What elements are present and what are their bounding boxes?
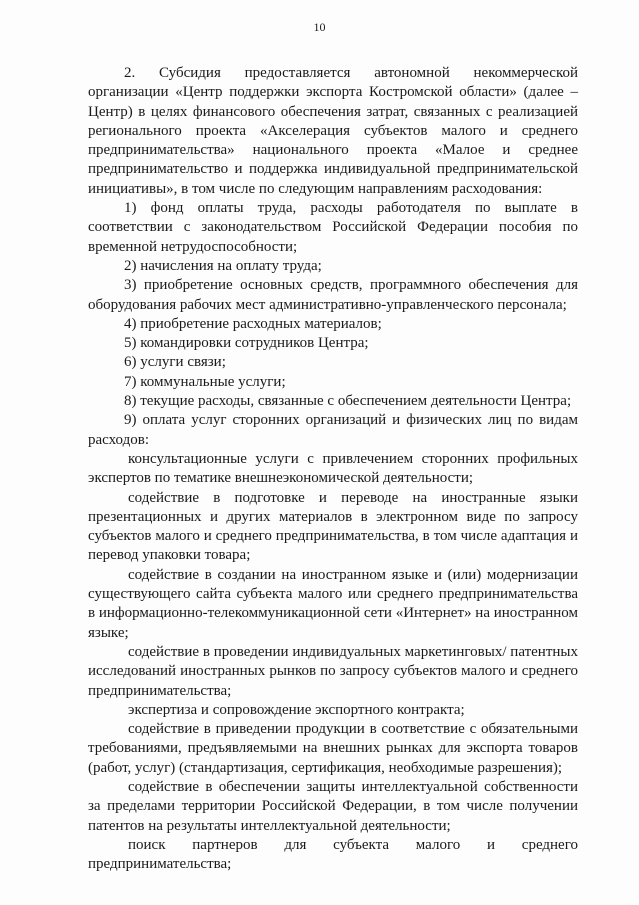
list-item-7: 7) коммунальные услуги; xyxy=(124,373,286,390)
sub-item-research: содействие в проведении индивидуальных маркетинговых/ патентных исследований иностранных рынков по запросу субъектов малого и среднего предпринимательства; xyxy=(88,643,578,699)
list-item-8: 8) текущие расходы, связанные с обеспечением деятельности Центра; xyxy=(124,393,572,410)
list-item-9: 9) оплата услуг сторонних организаций и физических лиц по видам расходов: xyxy=(88,412,578,448)
sub-item-consulting: консультационные услуги с привлечением сторонних профильных экспертов по тематике внешнеэкономической деятельности; xyxy=(88,450,578,487)
list-item-3: 3) приобретение основных средств, программного обеспечения для оборудования рабочих мест административно-управленческого персонала; xyxy=(88,277,578,313)
sub-item-ip-protection: содействие в обеспечении защиты интеллектуальной собственности за пределами территории Российской Федерации, в том числе получении патентов на результаты интеллектуальной деятельности; xyxy=(88,778,578,834)
sub-item-certification: содействие в приведении продукции в соответствие с обязательными требованиями, предъявляемыми на внешних рынках для экспорта товаров (работ, услуг) (стандартизация, сертификация, необходимые разрешения); xyxy=(88,721,578,776)
document-body xyxy=(88,64,578,874)
sub-item-contract: экспертиза и сопровождение экспортного контракта; xyxy=(128,701,465,718)
page-number: 10 xyxy=(313,20,326,34)
sub-item-partner-search: поиск партнеров для субъекта малого и среднего предпринимательства; xyxy=(88,836,578,873)
list-item-6: 6) услуги связи; xyxy=(124,354,226,371)
list-item-4: 4) приобретение расходных материалов; xyxy=(124,315,382,332)
list-item-1: 1) фонд оплаты труда, расходы работодателя по выплате в соответствии с законодательством Российской Федерации пособия по временной нетрудоспособности; xyxy=(88,200,578,255)
list-item-2: 2) начисления на оплату труда; xyxy=(124,257,322,274)
sub-item-website: содействие в создании на иностранном языке и (или) модернизации существующего сайта субъекта малого или среднего предпринимательства в информационно-телекоммуникационной сети «Интернет» на иностранном языке; xyxy=(88,566,578,641)
list-item-5: 5) командировки сотрудников Центра; xyxy=(124,335,369,352)
paragraph-subsidy-intro: 2. Субсидия предоставляется автономной некоммерческой организации «Центр поддержки экспорта Костромской области» (далее – Центр) в целях финансового обеспечения затрат, связанных с реализацией регионального проекта «Акселерация субъектов малого и среднего предпринимательства» национального проекта «Малое и среднее предпринимательство и поддержка индивидуальной предпринимательской инициативы», в том числе по следующим направлениям расходования: xyxy=(88,65,578,197)
sub-item-translation: содействие в подготовке и переводе на иностранные языки презентационных и других материалов в электронном виде по запросу субъектов малого и среднего предпринимательства, в том числе адаптация и перевод упаковки товара; xyxy=(88,489,578,564)
